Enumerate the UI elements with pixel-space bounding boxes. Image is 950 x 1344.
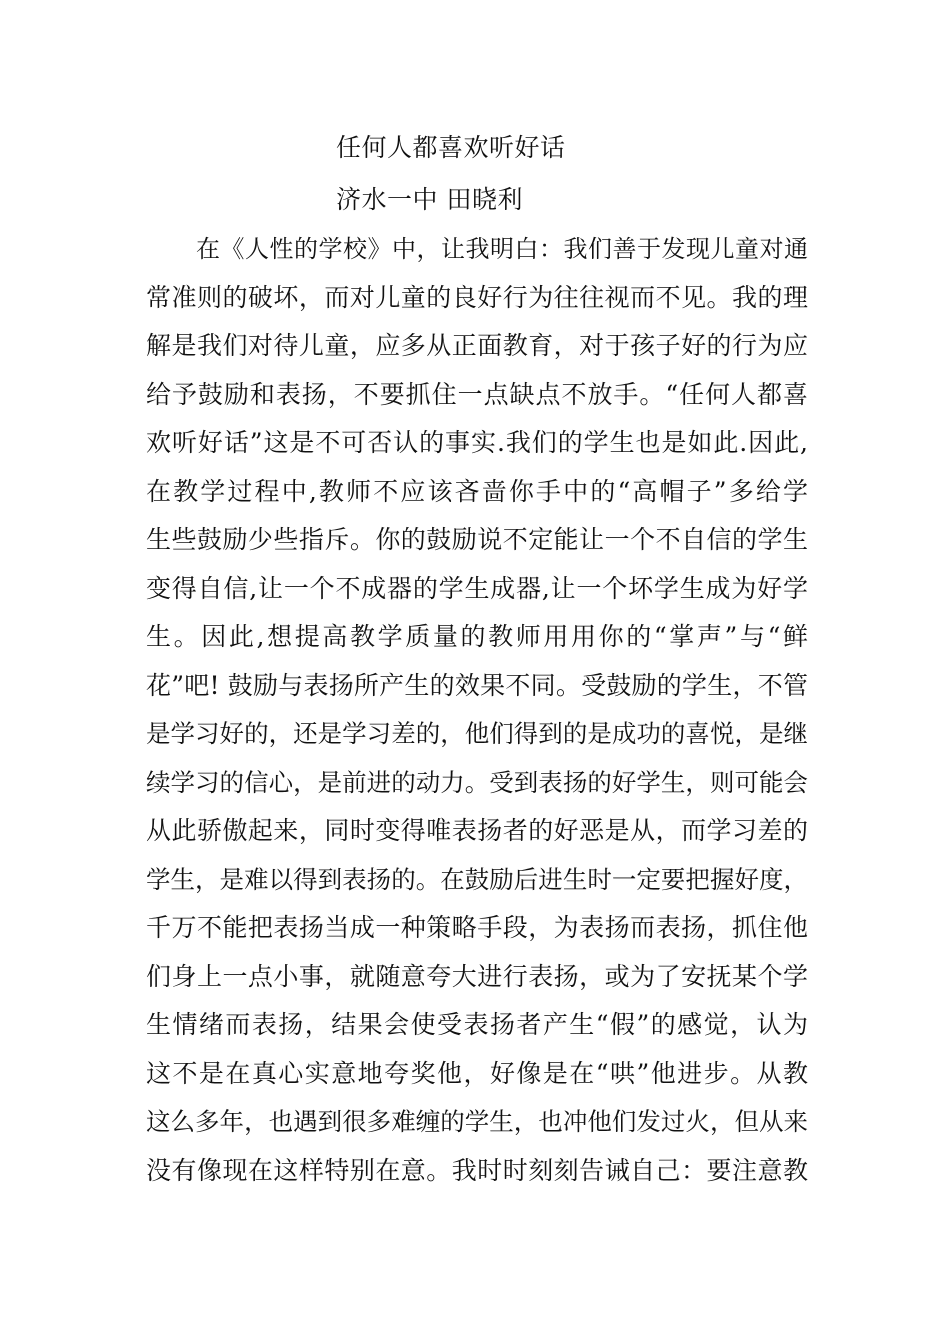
paragraph-line: 变得自信,让一个不成器的学生成器,让一个坏学生成为好学 xyxy=(146,573,808,603)
paragraph-line: 学生，是难以得到表扬的。在鼓励后进生时一定要把握好度， xyxy=(146,864,808,894)
paragraph-line: 这不是在真心实意地夸奖他，好像是在“哄”他进步。从教 xyxy=(146,1058,808,1088)
paragraph-line: 千万不能把表扬当成一种策略手段，为表扬而表扬，抓住他 xyxy=(146,913,808,942)
paragraph-line: 给予鼓励和表扬，不要抓住一点缺点不放手。“任何人都喜 xyxy=(146,379,808,409)
paragraph-line: 欢听好话”这是不可否认的事实.我们的学生也是如此.因此, xyxy=(146,428,808,457)
paragraph-line: 是学习好的，还是学习差的，他们得到的是成功的喜悦，是继 xyxy=(146,719,808,748)
document-title: 任何人都喜欢听好话 xyxy=(336,133,566,162)
paragraph-line: 从此骄傲起来，同时变得唯表扬者的好恶是从，而学习差的 xyxy=(146,816,808,845)
paragraph-line: 续学习的信心，是前进的动力。受到表扬的好学生，则可能会 xyxy=(146,767,808,797)
paragraph-line: 常准则的破坏，而对儿童的良好行为往往视而不见。我的理 xyxy=(146,282,808,312)
paragraph-line: 花”吧! 鼓励与表扬所产生的效果不同。受鼓励的学生，不管 xyxy=(146,670,808,700)
body-paragraph xyxy=(146,228,808,1198)
paragraph-line: 没有像现在这样特别在意。我时时刻刻告诫自己：要注意教 xyxy=(146,1155,808,1185)
paragraph-line: 生。因此,想提高教学质量的教师用用你的“掌声”与“鲜 xyxy=(146,622,808,651)
paragraph-line: 们身上一点小事，就随意夸大进行表扬，或为了安抚某个学 xyxy=(146,961,808,991)
document-author: 济水一中 田晓利 xyxy=(336,185,523,214)
paragraph-line: 生情绪而表扬，结果会使受表扬者产生“假”的感觉，认为 xyxy=(146,1010,808,1039)
paragraph-line: 在教学过程中,教师不应该吝啬你手中的“高帽子”多给学 xyxy=(146,476,808,506)
paragraph-line: 这么多年，也遇到很多难缠的学生，也冲他们发过火，但从来 xyxy=(146,1107,808,1136)
paragraph-line: 解是我们对待儿童，应多从正面教育，对于孩子好的行为应 xyxy=(146,331,808,360)
paragraph-line: 生些鼓励少些指斥。你的鼓励说不定能让一个不自信的学生 xyxy=(146,525,808,554)
paragraph-line: 在《人性的学校》中，让我明白：我们善于发现儿童对通 xyxy=(196,235,808,263)
